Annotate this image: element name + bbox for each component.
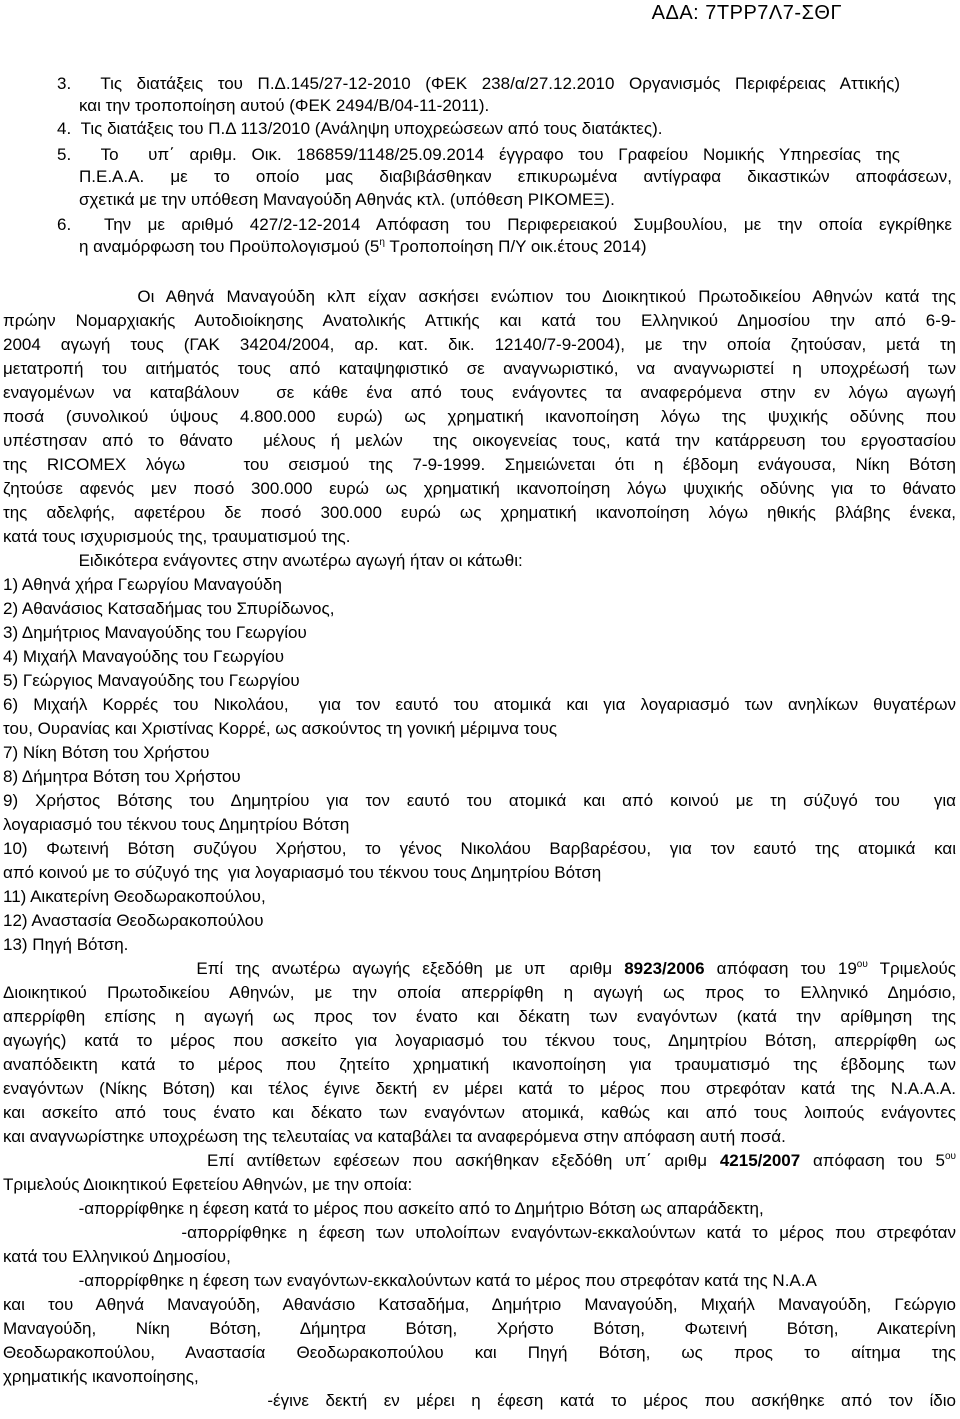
text-segment: απόφαση του 5	[800, 1151, 945, 1170]
text-line: απερρίφθη επίσης η αγωγή ως προς τον ένατο και δέκατη των εναγόντων (κατά την αρίθμηση της	[3, 1007, 956, 1026]
text-line	[79, 236, 959, 258]
text-line: εναγομένων να καταβάλουν σε κάθε ένα από τους ενάγοντες τα αναφερόμενα στην εν λόγω αγωγή	[3, 383, 956, 402]
text-line: ζητούσε αφενός μεν ποσό 300.000 ευρώ ως χρηματική ικανοποίηση λόγω ψυχικής οδύνης για το θάνατο	[3, 479, 956, 498]
text-line: Μαναγούδη, Νίκη Βότση, Δήμητρα Βότση, Χρήστο Βότση, Φωτεινή Βότση, Αικατερίνη	[3, 1319, 956, 1338]
superscript: ου	[944, 1151, 956, 1162]
text-line: της αδελφής, αφετέρου δε ποσό 300.000 ευρώ ως χρηματική ικανοποίηση λόγω ηθικής βλάβης ένεκα,	[3, 503, 956, 522]
list-item: 2) Αθανάσιος Κατσαδήμας του Σπυρίδωνος,	[3, 599, 335, 618]
superscript: ου	[856, 959, 868, 970]
text-line: Οι Αθηνά Μαναγούδη κλπ είχαν ασκήσει ενώπιον του Διοικητικού Πρωτοδικείου Αθηνών κατά της	[3, 287, 956, 306]
list-item: 9) Χρήστος Βότσης του Δημητρίου για τον εαυτό του ατομικά και από κοινού με τη σύζυγό του για	[3, 791, 956, 810]
list-item: 13) Πηγή Βότση.	[3, 935, 129, 954]
ada-code: ΑΔΑ: 7ΤΡΡ7Λ7-ΣΘΓ	[651, 2, 842, 24]
text-line: πρώην Νομαρχιακής Αυτοδιοίκησης Ανατολικής Αττικής και κατά του Ελληνικού Δημοσίου την από 6-9-	[3, 311, 956, 330]
text-line: Τριμελούς Διοικητικού Εφετείου Αθηνών, με την οποία:	[3, 1175, 413, 1194]
text-line: Θεοδωρακοπούλου, Αναστασία Θεοδωρακοπούλου και Πηγή Βότση, ως προς το αίτημα της	[3, 1343, 956, 1362]
text-line: μετατροπή του αιτήματός τους από καταψηφιστικό σε αναγνωριστικό, να αναγνωριστεί η υποχρέωσή των	[3, 359, 956, 378]
text-line: και του Αθηνά Μαναγούδη, Αθανάσιο Κατσαδήμα, Δημήτριο Μαναγούδη, Μιχαήλ Μαναγούδη, Γεώργιο	[3, 1295, 956, 1314]
text-line: Π.Ε.Α.Α. με το οποίο μας διαβιβάσθηκαν επικυρωμένα αντίγραφα δικαστικών αποφάσεων,	[79, 167, 952, 186]
list-item: 3) Δημήτριος Μαναγούδης του Γεωργίου	[3, 623, 307, 642]
text-line: αγωγής) κατά το μέρος που ασκείτο για λογαριασμό του τέκνου τους, Δημητρίου Βότση, απερρίφθη ως	[3, 1031, 956, 1050]
list-item: 7) Νίκη Βότση του Χρήστου	[3, 743, 210, 762]
text-segment: η αναμόρφωση του Προϋπολογισμού (5	[79, 237, 380, 256]
list-item: 12) Αναστασία Θεοδωρακοπούλου	[3, 911, 264, 930]
text-line: 5. Το υπ΄ αριθμ. Οικ. 186859/1148/25.09.2014 έγγραφο του Γραφείου Νομικής Υπηρεσίας της	[57, 145, 900, 164]
list-item: 11) Αικατερίνη Θεοδωρακοπούλου,	[3, 887, 266, 906]
superscript: η	[379, 237, 385, 248]
list-item: 8) Δήμητρα Βότση του Χρήστου	[3, 767, 241, 786]
text-line: -απορρίφθηκε η έφεση κατά το μέρος που ασκείτο από το Δημήτριο Βότση ως απαράδεκτη,	[3, 1199, 764, 1218]
text-line: -έγινε δεκτή εν μέρει η έφεση κατά το μέρος που ασκήθηκε από τον ίδιο	[3, 1391, 956, 1410]
text-line: 6. Την με αριθμό 427/2-12-2014 Απόφαση του Περιφερειακού Συμβουλίου, με την οποία εγκρίθηκε	[57, 215, 952, 234]
text-line: κατά τους ισχυρισμούς της, τραυματισμού της.	[3, 527, 351, 546]
list-item: από κοινού με το σύζυγό της για λογαριασμό του τέκνου τους Δημητρίου Βότση	[3, 863, 602, 882]
text-line	[3, 1150, 956, 1172]
list-item: 4) Μιχαήλ Μαναγούδης του Γεωργίου	[3, 647, 285, 666]
text-line: και ασκείτο από τους ένατο και δέκατο των εναγόντων ατομικά, καθώς και από τους λοιπούς ενάγοντες	[3, 1103, 956, 1122]
text-line: -απορρίφθηκε η έφεση των υπολοίπων εναγόντων-εκκαλούντων κατά το μέρος που στρεφόταν	[3, 1223, 956, 1242]
list-item: 1) Αθηνά χήρα Γεωργίου Μαναγούδη	[3, 575, 282, 594]
text-line: εναγόντων (Νίκης Βότση) και τέλος έγινε δεκτή εν μέρει κατά το μέρος που στρεφόταν κατά της Ν.Α.Α.Α.	[3, 1079, 956, 1098]
text-line: -απορρίφθηκε η έφεση των εναγόντων-εκκαλούντων κατά το μέρος που στρεφόταν κατά της Ν.Α.Α	[3, 1271, 817, 1290]
list-item: λογαριασμό του τέκνου τους Δημητρίου Βότση	[3, 815, 350, 834]
text-segment: Τροποποίηση Π/Υ οικ.έτους 2014)	[384, 237, 647, 256]
text-segment: απόφαση του 19	[704, 959, 857, 978]
text-line: αναπόδεικτη κατά το μέρος που ζητείτο χρηματική ικανοποίηση για τραυματισμό της έβδομης των	[3, 1055, 956, 1074]
list-item: 10) Φωτεινή Βότση συζύγου Χρήστου, το γένος Νικολάου Βαρβαρέσου, για τον εαυτό της ατομικά και	[3, 839, 956, 858]
text-line: 4. Τις διατάξεις του Π.Δ 113/2010 (Ανάληψη υποχρεώσεων από τους διατάκτες).	[57, 119, 663, 138]
text-line: 2004 αγωγή τους (ΓΑΚ 34204/2004, αρ. κατ. δικ. 12140/7-9-2004), με την οποία ζητούσαν, μετά τη	[3, 335, 956, 354]
text-line: σχετικά με την υπόθεση Μαναγούδη Αθηνάς κτλ. (υπόθεση ΡΙΚΟΜΕΞ).	[79, 190, 615, 209]
text-line: και αναγνωρίστηκε υποχρέωση της τελευταίας να καταβάλει τα αναφερόμενα στην απόφαση αυτή ποσά.	[3, 1127, 786, 1146]
text-line: της RICOMEX λόγω του σεισμού της 7-9-1999. Σημειώνεται ότι η έβδομη ενάγουσα, Νίκη Βότση	[3, 455, 956, 474]
text-line	[3, 958, 956, 980]
decision-number: 8923/2006	[624, 959, 705, 978]
list-item: 5) Γεώργιος Μαναγούδης του Γεωργίου	[3, 671, 300, 690]
text-segment: Τριμελούς	[867, 959, 956, 978]
text-line: κατά του Ελληνικού Δημοσίου,	[3, 1247, 231, 1266]
text-line: Διοικητικού Πρωτοδικείου Αθηνών, με την οποία απερρίφθη η αγωγή ως προς το Ελληνικό Δημόσιο,	[3, 983, 956, 1002]
text-line: ποσά (συνολικού ύψους 4.800.000 ευρώ) ως χρηματική ικανοποίηση λόγω της ψυχικής οδύνης που	[3, 407, 956, 426]
text-segment: Επί της ανωτέρω αγωγής εξεδόθη με υπ αριθμ	[3, 959, 625, 978]
text-line: Ειδικότερα ενάγοντες στην ανωτέρω αγωγή ήταν οι κάτωθι:	[3, 551, 523, 570]
text-line: χρηματικής ικανοποίησης,	[3, 1367, 199, 1386]
decision-number: 4215/2007	[719, 1151, 801, 1170]
text-line: 3. Τις διατάξεις του Π.Δ.145/27-12-2010 (ΦΕΚ 238/α/27.12.2010 Οργανισμός Περιφέρειας Αττικής)	[57, 74, 900, 93]
text-line: υπέστησαν από το θάνατο μέλους ή μελών της οικογενείας τους, κατά την κατάρρευση του εργοστασίου	[3, 431, 956, 450]
text-segment: Επί αντίθετων εφέσεων που ασκήθηκαν εξεδόθη υπ΄ αριθμ	[3, 1151, 720, 1170]
list-item: 6) Μιχαήλ Κορρές του Νικολάου, για τον εαυτό του ατομικά και για λογαριασμό των ανηλίκων θυγατέρων	[3, 695, 956, 714]
text-line: και την τροποποίηση αυτού (ΦΕΚ 2494/Β/04-11-2011).	[79, 96, 490, 115]
list-item: του, Ουρανίας και Χριστίνας Κορρέ, ως ασκούντος τη γονική μέριμνα τους	[3, 719, 558, 738]
